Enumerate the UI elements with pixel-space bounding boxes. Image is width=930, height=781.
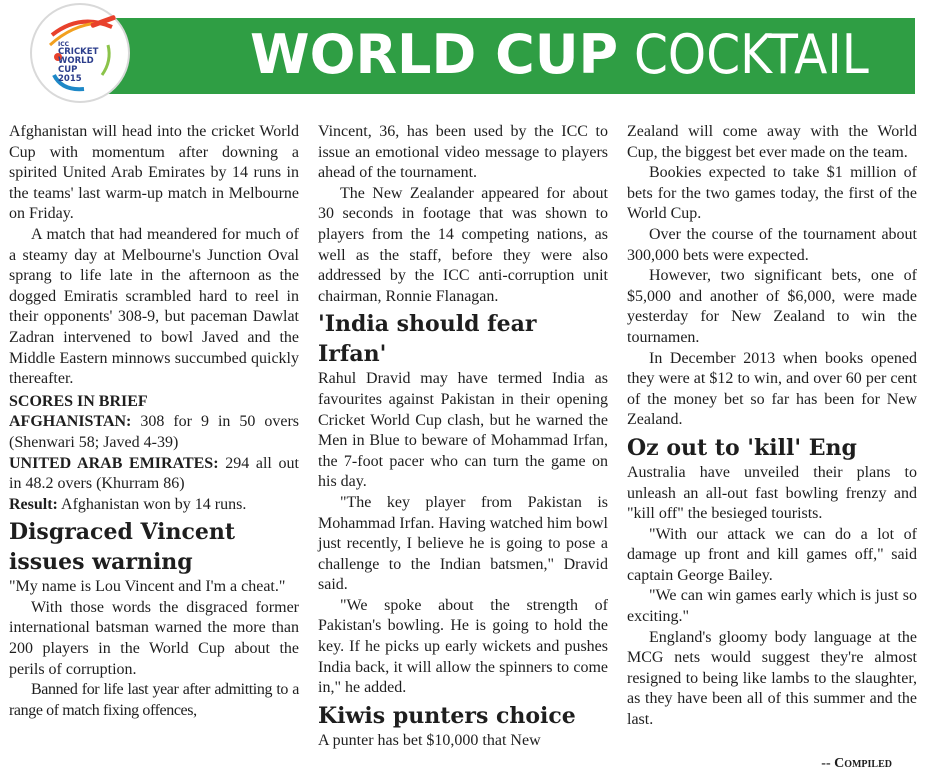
score-result — [9, 495, 299, 516]
paragraph: With those words the disgraced former international batsman warned the more than 200 players in the World Cup about the perils of corruption. — [9, 598, 299, 678]
score-label: UNITED ARAB EMIRATES: — [9, 454, 219, 472]
paragraph: Australia have unveiled their plans to unleash an all-out fast bowling frenzy and "kill off" the besieged tourists. — [627, 463, 917, 523]
headline-oz: Oz out to 'kill' Eng — [627, 434, 857, 461]
headline-india: 'India should fear Irfan' — [318, 311, 537, 368]
paragraph: Afghanistan will head into the cricket World Cup with momentum after downing a spirited United Arab Emirates by 14 runs in the teams' last warm-up match in Melbourne on Friday. — [9, 123, 299, 223]
compiled-credit: -- Compiled — [821, 756, 892, 771]
paragraph: Bookies expected to take $1 million of bets for the two games today, the first of the World Cup. — [627, 164, 917, 223]
column-2 — [318, 122, 608, 751]
icc-world-cup-logo — [30, 3, 130, 103]
logo-icc: ICC — [58, 41, 70, 48]
paragraph: "The key player from Pakistan is Mohammad Irfan. Having watched him bowl just recently, I believe he is going to pose a challenge to the Indian batsmen," Dravid said. — [318, 493, 608, 594]
score-text: Afghanistan won by 14 runs. — [57, 495, 247, 513]
headline-kiwis: Kiwis punters choice — [318, 702, 576, 729]
score-label: AFGHANISTAN: — [9, 413, 132, 431]
page-title — [250, 16, 910, 92]
paragraph: "We can win games early which is just so exciting." — [627, 587, 917, 626]
paragraph: Over the course of the tournament about 300,000 bets were expected. — [627, 225, 917, 264]
paragraph: "With our attack we can do a lot of damage up front and kill games off," said captain George Bailey. — [627, 525, 917, 584]
logo-cup: CUP — [58, 65, 78, 75]
paragraph: Rahul Dravid may have termed India as favourites against Pakistan in their opening Cricket World Cup clash, but he warned the Men in Blue to beware of Mohammad Irfan, the 7-foot pacer who can turn the game on his day. — [318, 370, 608, 491]
logo-cricket: CRICKET — [58, 47, 99, 57]
title-bold: WORLD CUP — [250, 22, 619, 86]
logo-year: 2015 — [58, 74, 82, 84]
paragraph: A match that had meandered for much of a steamy day at Melbourne's Junction Oval sprang to life late in the afternoon as the dogged Emiratis scrambled hard to reel in their opponents' 308-9, but paceman Dawlat Zadran intervened to bowl Javed and the Middle Eastern minnows succumbed quickly thereafter. — [9, 225, 299, 388]
score-label: Result: — [9, 495, 58, 513]
paragraph: The New Zealander appeared for about 30 seconds in footage that was shown to players from the 14 competing nations, as well as the staff, before they were also addressed by the ICC anti-corruption unit chairman, Ronnie Flanagan. — [318, 184, 608, 305]
paragraph: Vincent, 36, has been used by the ICC to issue an emotional video message to players ahead of the tournament. — [318, 123, 608, 182]
paragraph: Banned for life last year after admitting to a range of match fixing offences, — [9, 681, 299, 719]
headline-vincent: Disgraced Vincent issues warning — [9, 519, 236, 576]
scores-heading: SCORES IN BRIEF — [9, 392, 148, 410]
score-text: 308 for 9 in 50 overs (Shenwari 58; Javed 4-39) — [9, 413, 299, 451]
score-text: 294 all out in 48.2 overs (Khurram 86) — [9, 454, 299, 493]
paragraph: Zealand will come away with the World Cup, the biggest bet ever made on the team. — [627, 123, 917, 161]
paragraph: However, two significant bets, one of $5,000 and another of $6,000, were made yesterday for New Zealand to win the tournamen. — [627, 267, 917, 346]
column-1 — [9, 122, 299, 721]
paragraph: A punter has bet $10,000 that New — [318, 731, 541, 749]
paragraph: England's gloomy body language at the MCG nets would suggest they're almost resigned to being like lambs to the slaughter, as they have been all of this summer and the last. — [627, 628, 917, 729]
logo-text — [58, 41, 108, 84]
column-3 — [627, 122, 917, 731]
score-uae — [9, 454, 299, 495]
logo-world: WORLD — [58, 56, 94, 66]
paragraph: In December 2013 when books opened they were at $12 to win, and over 60 per cent of the money bet so far has been for New Zealand. — [627, 349, 917, 429]
score-afghanistan — [9, 412, 299, 453]
paragraph: "We spoke about the strength of Pakistan's bowling. He is going to hold the key. If he picks up early wickets and pushes India back, it will allow the spinners to come in," he added. — [318, 596, 608, 697]
paragraph: "My name is Lou Vincent and I'm a cheat." — [9, 578, 286, 596]
title-light: COCKTAIL — [634, 22, 869, 86]
